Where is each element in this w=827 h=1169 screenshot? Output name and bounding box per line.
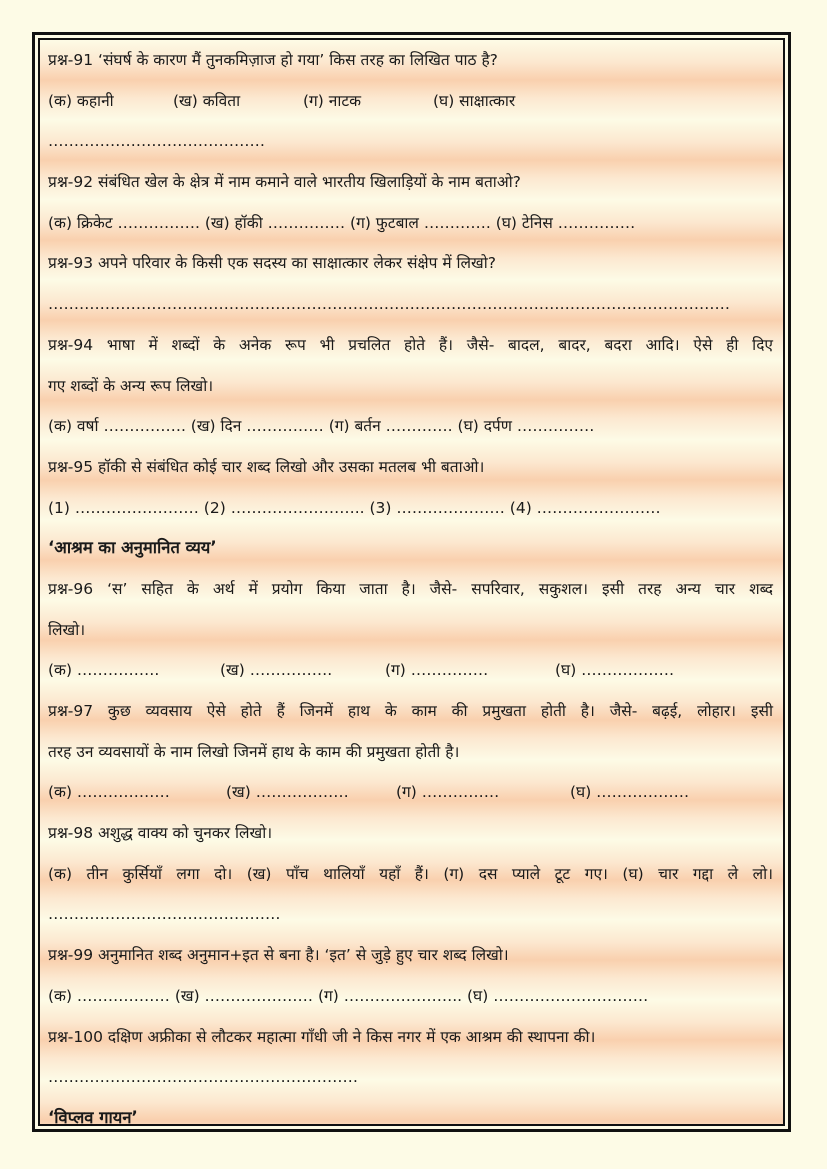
option-c: (ग) नाटक [303,91,362,110]
question-94: प्रश्न-94 भाषा में शब्दों के अनेक रूप भी प्रचलित होते हैं। जैसे- बादल, बादर, बदरा आदि। ऐसे ही दिए [48,335,773,354]
question-100: प्रश्न-100 दक्षिण अफ्रीका से लौटकर महात्मा गाँधी जी ने किस नगर में एक आश्रम की स्थापना की। [48,1027,596,1046]
question-94-cont: गए शब्दों के अन्य रूप लिखो। [48,376,214,395]
question-96: प्रश्न-96 ‘स’ सहित के अर्थ में प्रयोग किया जाता है। जैसे- सपरिवार, सकुशल। इसी तरह अन्य चार शब्द [48,579,773,598]
question-91-options [48,81,773,122]
question-97-cont: तरह उन व्यवसायों के नाम लिखो जिनमें हाथ के काम की प्रमुखता होती है। [48,742,460,761]
question-98: प्रश्न-98 अशुद्ध वाक्य को चुनकर लिखो। [48,824,273,843]
option-d: (घ) साक्षात्कार [433,91,516,110]
question-92-options: (क) क्रिकेट ……………. (ख) हॉकी …………… (ग) फुटबाल …………. (घ) टेनिस …………… [48,213,636,232]
answer-blank-100: …………………………………………………… [48,1068,358,1087]
worksheet-content [48,40,773,1139]
question-94-options: (क) वर्षा ……………. (ख) दिन …………… (ग) बर्तन …………. (घ) दर्पण …………… [48,417,595,436]
question-95: प्रश्न-95 हॉकी से संबंधित कोई चार शब्द लिखो और उसका मतलब भी बताओ। [48,457,485,476]
question-99: प्रश्न-99 अनुमानित शब्द अनुमान+इत से बना है। ‘इत’ से जुड़े हुए चार शब्द लिखो। [48,946,509,965]
answer-blank-91: …………………………………… [48,132,265,151]
option-c: (ग) …………… [385,661,489,680]
question-92: प्रश्न-92 संबंधित खेल के क्षेत्र में नाम कमाने वाले भारतीय खिलाड़ियों के नाम बताओ? [48,173,521,192]
option-c: (ग) …………… [396,783,500,802]
option-a: (क) ……………. [48,661,160,680]
option-b: (ख) कविता [173,91,241,110]
option-a: (क) कहानी [48,91,114,110]
question-99-options: (क) ……………… (ख) ………………… (ग) ………………….. (घ) ………………………… [48,986,649,1005]
answer-blank-98: ……………………………………… [48,905,281,924]
question-95-options: (1) …………………… (2) …………………….. (3) ………………… (4) …………………… [48,498,661,517]
answer-blank-93: …………………………………………………………………………………………………………………… [48,295,730,314]
question-96-options [48,650,773,691]
option-a: (क) ……………… [48,783,170,802]
question-98-options: (क) तीन कुर्सियाँ लगा दो। (ख) पाँच थालियाँ यहाँ हैं। (ग) दस प्याले टूट गए। (घ) चार गद्दा ले लो। [48,864,773,883]
option-d: (घ) ……………… [555,661,675,680]
option-b: (ख) ……………. [220,661,333,680]
section-heading-ashram: ‘आश्रम का अनुमानित व्यय’ [48,538,217,558]
question-91: प्रश्न-91 ‘संघर्ष के कारण मैं तुनकमिज़ाज हो गया’ किस तरह का लिखित पाठ है? [48,51,498,69]
question-97-options [48,772,773,813]
question-93: प्रश्न-93 अपने परिवार के किसी एक सदस्य का साक्षात्कार लेकर संक्षेप में लिखो? [48,254,496,273]
section-heading-viplav: ‘विप्लव गायन’ [48,1107,138,1127]
question-97: प्रश्न-97 कुछ व्यवसाय ऐसे होते हैं जिनमें हाथ के काम की प्रमुखता होती है। जैसे- बढ़ई, लोहार। इसी [48,702,773,720]
option-b: (ख) ……………… [226,783,349,802]
option-d: (घ) ……………… [570,783,690,802]
question-96-cont: लिखो। [48,620,86,639]
